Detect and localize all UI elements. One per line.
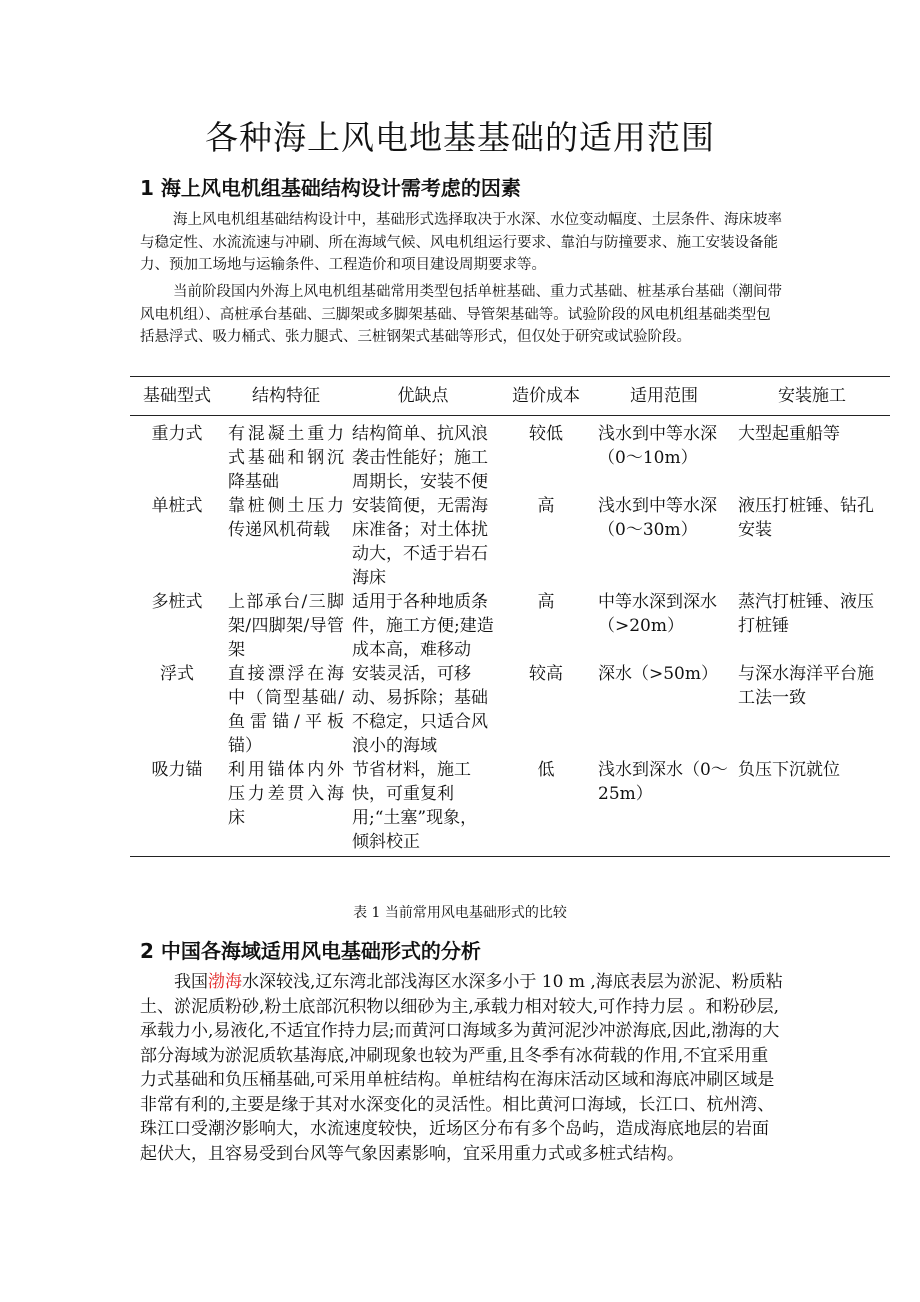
cell-cost: 较高 [529,664,563,684]
section-1-paragraph-1: 海上风电机组基础结构设计中，基础形式选择取决于水深、水位变动幅度、土层条件、海床坡率与稳定性、水流流速与冲刷、所在海域气候、风电机组运行要求、靠泊与防撞要求、施工安装设备能力、预加工场地与运输条件、工程造价和项目建设周期要求等。 [140,212,782,273]
cell-pros-cons: 安装灵活，可移动、易拆除；基础不稳定，只适合风浪小的海域 [352,664,488,756]
section-2-heading: 2 中国各海域适用风电基础形式的分析 [140,939,481,963]
header-installation: 安装施工 [734,377,890,416]
cell-type: 吸力锚 [130,758,224,857]
section-2-paragraph [140,970,785,1166]
cell-type: 重力式 [151,424,203,444]
cell-structure: 利用锚体内外压力差贯入海床 [224,758,348,857]
cell-range: 深水（>50m） [598,664,718,684]
section-1-paragraph-2: 当前阶段国内外海上风电机组基础常用类型包括单桩基础、重力式基础、桩基承台基础（潮间带风电机组）、高桩承台基础、三脚架或多脚架基础、导管架基础等。试验阶段的风电机组基础类型包括悬浮式、吸力桶式、张力腿式、三桩钢架式基础等形式，但仅处于研究或试验阶段。 [140,284,782,345]
cell-type: 浮式 [160,664,194,684]
cell-pros-cons: 安装简便，无需海床准备；对土体扰动大，不适于岩石海床 [352,496,488,588]
header-foundation-type: 基础型式 [130,377,224,416]
header-range: 适用范围 [594,377,734,416]
cell-structure: 有混凝土重力式基础和钢沉降基础 [228,424,344,492]
header-cost: 造价成本 [498,377,594,416]
bohai-link[interactable]: 渤海 [208,972,242,992]
cell-structure: 靠桩侧土压力传递风机荷载 [228,496,344,540]
table-caption: 表 1 当前常用风电基础形式的比较 [353,905,567,921]
cell-installation: 大型起重船等 [738,424,840,444]
cell-installation: 蒸汽打桩锤、液压打桩锤 [738,592,874,636]
cell-type: 多桩式 [151,592,203,612]
table-row [130,590,890,662]
cell-structure: 上部承台/三脚架/四脚架/导管架 [228,592,344,660]
cell-installation: 与深水海洋平台施工法一致 [738,664,874,708]
cell-structure: 直接漂浮在海中（筒型基础/鱼雷锚/平板锚） [228,664,344,756]
cell-range: 浅水到深水（0～25m） [594,758,734,857]
table-row [130,416,890,495]
table-row [130,494,890,590]
cell-pros-cons: 适用于各种地质条件，施工方便;建造成本高，难移动 [352,592,494,660]
section-1-heading: 1 海上风电机组基础结构设计需考虑的因素 [140,176,521,200]
document-title: 各种海上风电地基基础的适用范围 [205,118,715,157]
cell-pros-cons: 结构简单、抗风浪袭击性能好；施工周期长，安装不便 [352,424,488,492]
cell-type: 单桩式 [151,496,203,516]
cell-cost: 高 [537,592,555,612]
table-row [130,662,890,758]
cell-pros-cons: 节省材料，施工快，可重复利用;“土塞”现象，倾斜校正 [348,758,498,857]
foundation-comparison-table [130,376,890,857]
cell-installation: 负压下沉就位 [734,758,890,857]
paragraph-body: 水深较浅,辽东湾北部浅海区水深多小于 10 m ,海底表层为淤泥、粉质粘土、淤泥质粉砂,粉土底部沉积物以细砂为主,承载力相对较大,可作持力层 。和粉砂层,承载力小,易液化,不适宜作持力层;而黄河口海域多为黄河泥沙冲淤海底,因此,渤海的大部分海域为淤泥质软基海底,冲刷现象也较为严重,且冬季有冰荷载的作用,不宜采用重力式基础和负压桶基础,可采用单桩结构。单桩结构在海床活动区域和海底冲刷区域是非常有利的,主要是缘于其对水深变化的灵活性。相比黄河口海域，长江口、杭州湾、珠江口受潮汐影响大，水流速度较快，近场区分布有多个岛屿，造成海底地层的岩面起伏大，且容易受到台风等气象因素影响，宜采用重力式或多桩式结构。 [140,972,783,1164]
table-header-row [130,377,890,416]
cell-installation: 液压打桩锤、钻孔安装 [738,496,874,540]
header-pros-cons: 优缺点 [348,377,498,416]
cell-cost: 低 [498,758,594,857]
cell-range: 浅水到中等水深（0～30m） [598,496,717,540]
paragraph-lead: 我国 [174,972,208,992]
table-row [130,758,890,857]
cell-cost: 高 [537,496,555,516]
header-structure: 结构特征 [224,377,348,416]
cell-range: 中等水深到深水（>20m） [598,592,717,636]
cell-range: 浅水到中等水深（0～10m） [598,424,717,468]
cell-cost: 较低 [529,424,563,444]
